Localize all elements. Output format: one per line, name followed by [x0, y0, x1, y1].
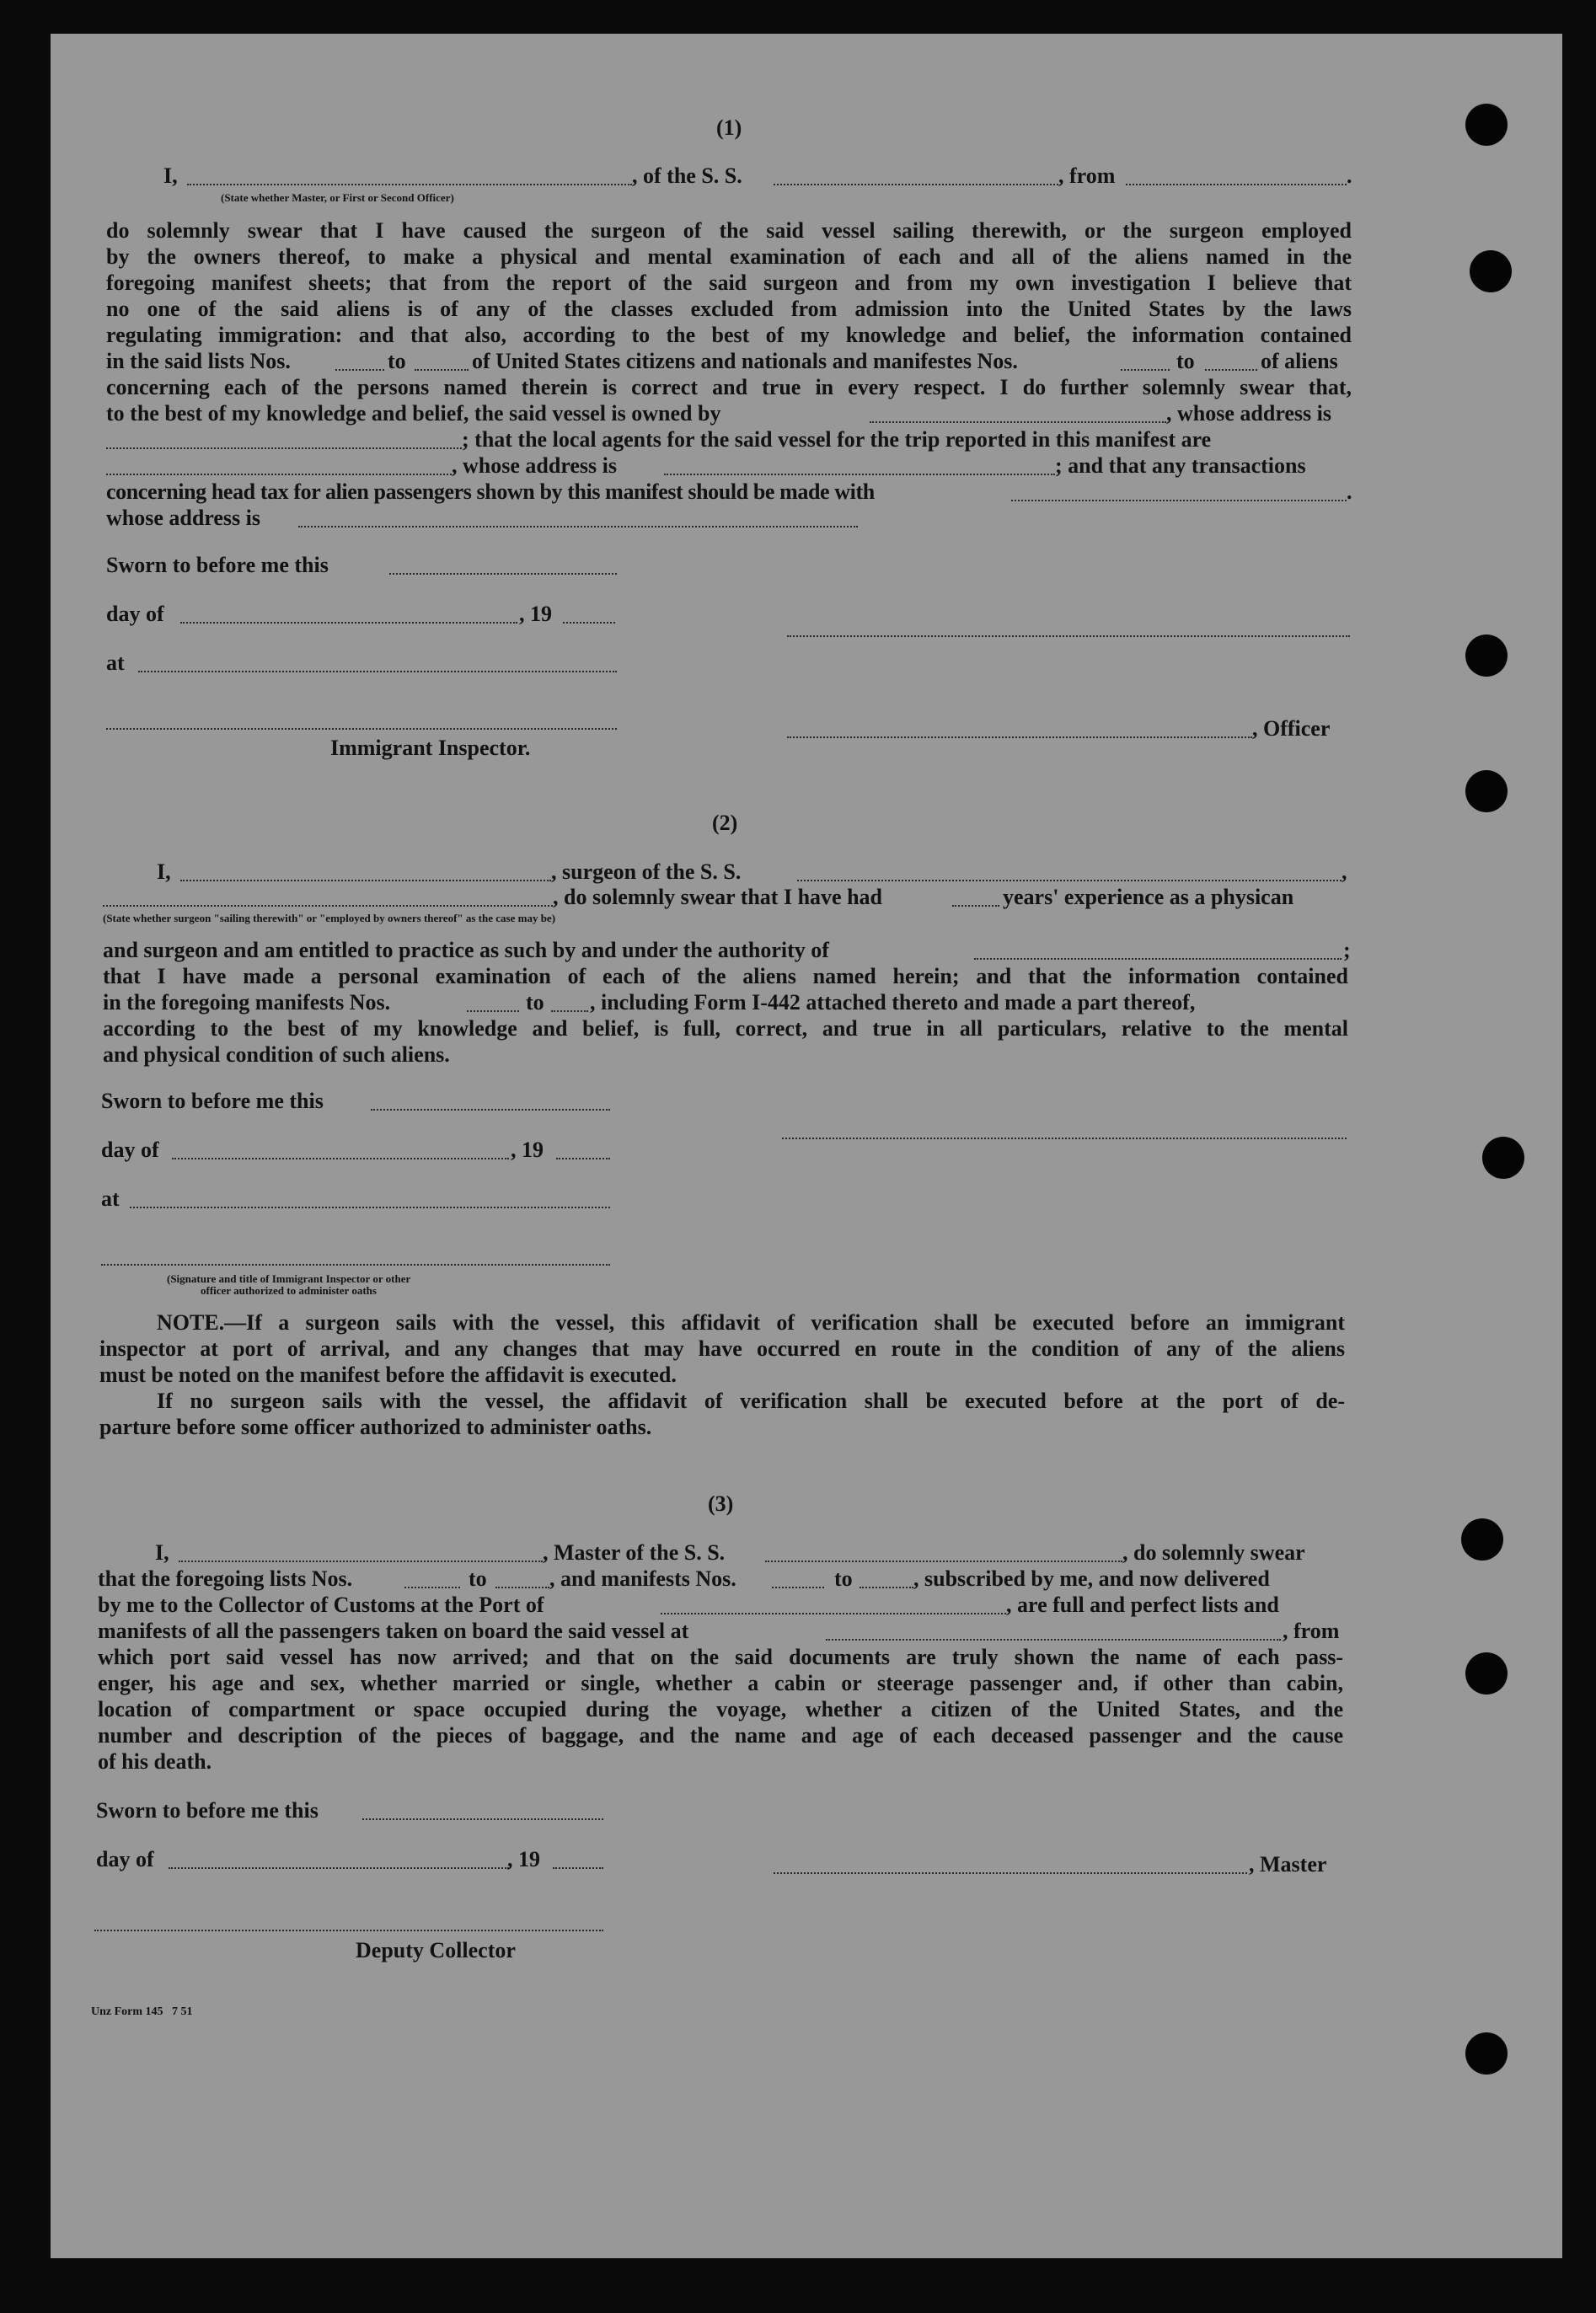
to-label: to	[469, 1566, 487, 1591]
sworn-date-field[interactable]	[362, 1818, 603, 1820]
vessel-name-field[interactable]	[765, 1561, 1122, 1562]
vessel-name-field[interactable]	[774, 184, 1058, 185]
month-field[interactable]	[169, 1867, 509, 1869]
year-field[interactable]	[553, 1867, 603, 1869]
head-tax-address-field[interactable]	[298, 526, 858, 527]
month-field[interactable]	[180, 622, 517, 624]
authority-field[interactable]	[974, 958, 1342, 960]
from-label: , from	[1058, 163, 1116, 188]
manifests-nos-label: in the foregoing manifests Nos.	[103, 990, 391, 1015]
manifests-nos-label: of United States citizens and nationals and manifestes Nos.	[472, 349, 1018, 373]
from-label: , from	[1283, 1619, 1340, 1643]
manifests-nos-label: , and manifests Nos.	[549, 1566, 736, 1591]
agent-address-field[interactable]	[664, 474, 1055, 475]
to-label: to	[526, 990, 544, 1015]
punch-hole	[1470, 250, 1512, 292]
subscribed-label: , subscribed by me, and now delivered	[913, 1566, 1270, 1591]
day-of-label: day of	[106, 602, 164, 626]
punch-hole	[1465, 770, 1508, 812]
lists-to-field[interactable]	[495, 1587, 549, 1588]
manifests-from-field[interactable]	[1121, 369, 1170, 371]
at-label: at	[106, 651, 125, 675]
lists-from-field[interactable]	[404, 1587, 460, 1588]
officer-label: , Officer	[1252, 716, 1331, 741]
body-line: number and description of the pieces of baggage, and the name and age of each deceased passenger and the cause	[98, 1723, 1343, 1748]
lists-from-field[interactable]	[335, 369, 384, 371]
local-agents-label: ; that the local agents for the said vessel for the trip reported in this manifest are	[462, 427, 1212, 452]
inspector-signature-field[interactable]	[101, 1264, 610, 1266]
year-field[interactable]	[556, 1158, 610, 1159]
form-number: Unz Form 145 7 51	[91, 2005, 193, 2018]
body-line: according to the best of my knowledge and belief, is full, correct, and true in all particulars, relative to the mental	[103, 1016, 1348, 1041]
owner-address-field[interactable]	[106, 447, 462, 449]
punch-hole	[1482, 1137, 1524, 1179]
body-line: that I have made a personal examination of each of the aliens named herein; and that the information contained	[103, 964, 1348, 988]
lists-nos-label: that the foregoing lists Nos.	[98, 1566, 353, 1591]
transactions-label: ; and that any transactions	[1055, 453, 1306, 478]
head-tax-contact-field[interactable]	[1011, 500, 1347, 501]
master-of-ss-label: , Master of the S. S.	[543, 1540, 726, 1565]
surgeon-status-note: (State whether surgeon "sailing therewith" or "employed by owners thereof" as the case may be)	[103, 912, 556, 924]
manifests-to-field[interactable]	[860, 1587, 913, 1588]
punch-hole	[1461, 1518, 1503, 1561]
sworn-label: Sworn to before me this	[106, 553, 329, 577]
signature-note: (Signature and title of Immigrant Inspector or other	[167, 1272, 411, 1285]
owner-name-field[interactable]	[870, 421, 1166, 423]
inspector-label: Immigrant Inspector.	[330, 736, 531, 760]
punch-hole	[1465, 634, 1508, 677]
inspector-signature-field[interactable]	[106, 728, 617, 730]
section-heading: (1)	[716, 115, 742, 140]
address-label: whose address is	[106, 506, 261, 530]
pronoun-label: I,	[155, 1540, 169, 1565]
sworn-label: Sworn to before me this	[96, 1798, 319, 1823]
years-experience-label: years' experience as a physican	[1003, 885, 1294, 909]
head-tax-label: concerning head tax for alien passengers shown by this manifest should be made with	[106, 479, 875, 504]
vessel-name-field[interactable]	[797, 880, 1342, 881]
surgeon-name-field[interactable]	[180, 880, 551, 881]
port-field[interactable]	[661, 1613, 1006, 1614]
surgeon-of-ss-label: , surgeon of the S. S.	[551, 859, 742, 884]
to-label: to	[1176, 349, 1195, 373]
pronoun-label: I,	[163, 163, 178, 188]
note-line: inspector at port of arrival, and any changes that may have occurred en route in the condition of any of the aliens	[99, 1336, 1345, 1361]
body-line: regulating immigration: and that also, according to the best of my knowledge and belief, the information contained	[106, 323, 1352, 347]
signature-note: officer authorized to administer oaths	[201, 1284, 377, 1297]
at-label: at	[101, 1186, 120, 1211]
note-line: If no surgeon sails with the vessel, the affidavit of verification shall be executed before at the port of de-	[157, 1389, 1345, 1413]
master-name-field[interactable]	[179, 1561, 543, 1562]
officer-signature-field[interactable]	[787, 736, 1252, 738]
agent-name-field[interactable]	[106, 474, 452, 475]
month-field[interactable]	[172, 1158, 509, 1159]
semicolon: ;	[1343, 938, 1351, 962]
body-line: by the owners thereof, to make a physical and mental examination of each and all of the aliens named in the	[106, 244, 1352, 269]
body-line: concerning each of the persons named therein is correct and true in every respect. I do further solemnly swear that,	[106, 375, 1352, 399]
boarding-port-field[interactable]	[826, 1639, 1281, 1641]
punch-hole	[1465, 1652, 1508, 1695]
punch-hole	[1465, 104, 1508, 146]
taken-on-board-label: manifests of all the passengers taken on board the said vessel at	[98, 1619, 689, 1643]
period: .	[1347, 479, 1352, 504]
address-label: , whose address is	[1166, 401, 1332, 426]
note-line: NOTE.—If a surgeon sails with the vessel, this affidavit of verification shall be executed before an immigrant	[157, 1310, 1345, 1335]
body-line: which port said vessel has now arrived; and that on the said documents are truly shown the name of each pass-	[98, 1645, 1343, 1669]
of-aliens-label: of aliens	[1261, 349, 1338, 373]
body-line: do solemnly swear that I have caused the surgeon of the said vessel sailing therewith, or the surgeon employed	[106, 218, 1352, 243]
manifests-to-field[interactable]	[551, 1010, 588, 1012]
manifests-from-field[interactable]	[467, 1010, 519, 1012]
year-prefix: , 19	[511, 1138, 544, 1162]
section-heading: (2)	[712, 811, 738, 835]
location-field[interactable]	[130, 1207, 610, 1208]
authority-label: and surgeon and am entitled to practice as such by and under the authority of	[103, 938, 829, 962]
sworn-label: Sworn to before me this	[101, 1089, 324, 1113]
year-prefix: , 19	[507, 1847, 540, 1871]
year-prefix: , 19	[519, 602, 552, 626]
body-line: foregoing manifest sheets; that from the report of the said surgeon and from my own investigation I believe that	[106, 270, 1352, 295]
deputy-signature-field[interactable]	[94, 1930, 603, 1931]
to-label: to	[834, 1566, 853, 1591]
deputy-collector-label: Deputy Collector	[356, 1938, 516, 1962]
collector-port-label: by me to the Collector of Customs at the Port of	[98, 1593, 544, 1617]
manifests-to-field[interactable]	[1205, 369, 1257, 371]
body-line: no one of the said aliens is of any of the classes excluded from admission into the United States by the laws	[106, 297, 1352, 321]
solemnly-swear-label: , do solemnly swear	[1122, 1540, 1305, 1565]
master-label: , Master	[1249, 1852, 1327, 1877]
location-field[interactable]	[138, 671, 617, 672]
full-lists-label: , are full and perfect lists and	[1006, 1593, 1279, 1617]
body-line: location of compartment or space occupied during the voyage, whether a citizen of the United States, and the	[98, 1697, 1343, 1721]
surgeon-status-field[interactable]	[103, 905, 553, 907]
body-line: and physical condition of such aliens.	[103, 1042, 450, 1067]
period: .	[1347, 163, 1352, 188]
officer-signature-line-1[interactable]	[787, 635, 1350, 637]
years-experience-field[interactable]	[952, 905, 999, 907]
day-of-label: day of	[96, 1847, 154, 1871]
body-line: of his death.	[98, 1749, 212, 1774]
from-port-field[interactable]	[1126, 184, 1347, 185]
punch-hole	[1465, 2032, 1508, 2075]
manifests-from-field[interactable]	[772, 1587, 824, 1588]
address-label: , whose address is	[452, 453, 618, 478]
note-line: parture before some officer authorized to administer oaths.	[99, 1415, 652, 1439]
pronoun-label: I,	[157, 859, 171, 884]
master-signature-field[interactable]	[774, 1872, 1247, 1874]
to-label: to	[388, 349, 406, 373]
body-line: enger, his age and sex, whether married or single, whether a cabin or steerage passenger and, if other than cabin,	[98, 1671, 1343, 1695]
surgeon-signature-field[interactable]	[782, 1138, 1347, 1139]
day-of-label: day of	[101, 1138, 159, 1162]
of-ss-label: , of the S. S.	[632, 163, 742, 188]
officer-rank-note: (State whether Master, or First or Second Officer)	[221, 191, 454, 204]
owned-by-label: to the best of my knowledge and belief, the said vessel is owned by	[106, 401, 721, 426]
year-field[interactable]	[563, 622, 615, 624]
officer-name-field[interactable]	[187, 184, 632, 185]
lists-to-field[interactable]	[415, 369, 469, 371]
note-line: must be noted on the manifest before the affidavit is executed.	[99, 1363, 677, 1387]
sworn-date-field[interactable]	[371, 1109, 610, 1111]
form-i442-label: , including Form I-442 attached thereto and made a part thereof,	[590, 990, 1196, 1015]
comma: ,	[1342, 859, 1347, 884]
section-heading: (3)	[708, 1491, 734, 1516]
solemnly-swear-label: , do solemnly swear that I have had	[553, 885, 883, 909]
lists-nos-label: in the said lists Nos.	[106, 349, 291, 373]
sworn-date-field[interactable]	[389, 573, 617, 575]
